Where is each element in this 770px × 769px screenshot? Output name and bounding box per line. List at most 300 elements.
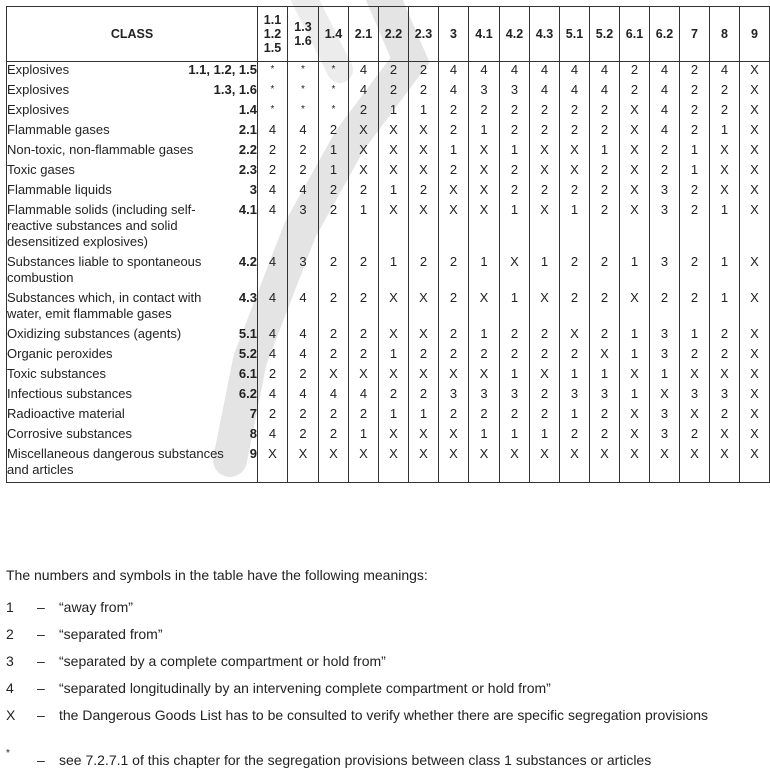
segregation-cell: X bbox=[349, 162, 379, 182]
segregation-cell: 4 bbox=[560, 82, 590, 102]
class-cell bbox=[7, 366, 258, 386]
segregation-cell: 2 bbox=[680, 102, 710, 122]
segregation-cell: 2 bbox=[530, 386, 560, 406]
segregation-cell: X bbox=[560, 142, 590, 162]
segregation-cell: 4 bbox=[349, 82, 379, 102]
segregation-cell: * bbox=[319, 82, 349, 102]
segregation-cell: 3 bbox=[650, 326, 680, 346]
class-code: 5.1 bbox=[238, 326, 257, 341]
segregation-cell: X bbox=[530, 366, 560, 386]
segregation-cell: 3 bbox=[590, 386, 620, 406]
segregation-cell: 2 bbox=[590, 182, 620, 202]
class-name: Explosives bbox=[7, 102, 70, 117]
segregation-cell: 2 bbox=[680, 182, 710, 202]
segregation-cell: X bbox=[740, 386, 770, 406]
table-row bbox=[7, 446, 770, 483]
segregation-cell: X bbox=[740, 162, 770, 182]
segregation-cell: 1 bbox=[349, 202, 379, 254]
table-row bbox=[7, 426, 770, 446]
segregation-cell: X bbox=[319, 366, 349, 386]
segregation-cell: 4 bbox=[288, 386, 319, 406]
segregation-cell: 3 bbox=[650, 182, 680, 202]
header-column: 1.1 1.2 1.5 bbox=[258, 7, 288, 62]
segregation-cell: X bbox=[590, 446, 620, 483]
segregation-cell: 4 bbox=[288, 290, 319, 326]
segregation-cell: 2 bbox=[500, 406, 530, 426]
class-name: Toxic substances bbox=[7, 366, 106, 381]
segregation-cell: 2 bbox=[439, 326, 469, 346]
legend-dash: – bbox=[37, 752, 45, 768]
table-row bbox=[7, 406, 770, 426]
class-cell bbox=[7, 202, 258, 254]
header-class: CLASS bbox=[7, 7, 258, 62]
segregation-cell: 2 bbox=[258, 142, 288, 162]
header-column: 3 bbox=[439, 7, 469, 62]
segregation-cell: 4 bbox=[258, 290, 288, 326]
table-row bbox=[7, 346, 770, 366]
segregation-cell: 1 bbox=[379, 254, 409, 290]
segregation-cell: 2 bbox=[560, 290, 590, 326]
segregation-cell: X bbox=[469, 182, 500, 202]
segregation-cell: 1 bbox=[710, 202, 740, 254]
segregation-cell: * bbox=[288, 102, 319, 122]
segregation-cell: X bbox=[740, 326, 770, 346]
header-column: 8 bbox=[710, 7, 740, 62]
header-column: 5.1 bbox=[560, 7, 590, 62]
segregation-cell: X bbox=[349, 446, 379, 483]
segregation-cell: 2 bbox=[439, 290, 469, 326]
segregation-cell: 2 bbox=[379, 386, 409, 406]
segregation-cell: 2 bbox=[319, 182, 349, 202]
segregation-cell: 1 bbox=[379, 346, 409, 366]
segregation-cell: 2 bbox=[319, 326, 349, 346]
legend-symbol: * bbox=[6, 748, 10, 759]
class-name: Substances liable to spontaneous combustion bbox=[7, 254, 202, 285]
segregation-cell: X bbox=[740, 82, 770, 102]
segregation-cell: 2 bbox=[409, 254, 439, 290]
segregation-cell: 1 bbox=[379, 406, 409, 426]
segregation-cell: 2 bbox=[469, 406, 500, 426]
segregation-cell: 4 bbox=[258, 254, 288, 290]
legend-dash: – bbox=[37, 680, 45, 696]
segregation-cell: X bbox=[680, 406, 710, 426]
header-column: 5.2 bbox=[590, 7, 620, 62]
segregation-cell: 2 bbox=[319, 346, 349, 366]
segregation-cell: 2 bbox=[650, 290, 680, 326]
segregation-cell: 2 bbox=[560, 182, 590, 202]
segregation-cell: X bbox=[439, 182, 469, 202]
segregation-cell: X bbox=[710, 162, 740, 182]
class-name: Explosives bbox=[7, 62, 70, 77]
segregation-cell: 2 bbox=[258, 366, 288, 386]
segregation-cell: X bbox=[620, 446, 650, 483]
segregation-cell: 2 bbox=[379, 82, 409, 102]
segregation-cell: X bbox=[409, 202, 439, 254]
segregation-cell: 1 bbox=[710, 290, 740, 326]
class-code: 9 bbox=[249, 446, 257, 461]
segregation-cell: 2 bbox=[409, 182, 439, 202]
segregation-cell: 4 bbox=[469, 62, 500, 83]
segregation-cell: * bbox=[319, 102, 349, 122]
segregation-cell: X bbox=[740, 182, 770, 202]
segregation-cell: X bbox=[620, 366, 650, 386]
segregation-cell: 2 bbox=[409, 346, 439, 366]
segregation-cell: 3 bbox=[288, 254, 319, 290]
segregation-cell: 2 bbox=[560, 254, 590, 290]
segregation-cell: 2 bbox=[530, 346, 560, 366]
segregation-cell: 2 bbox=[349, 326, 379, 346]
table-row bbox=[7, 202, 770, 254]
segregation-cell: 2 bbox=[349, 290, 379, 326]
segregation-cell: 2 bbox=[409, 82, 439, 102]
segregation-cell: * bbox=[319, 62, 349, 83]
segregation-cell: X bbox=[740, 290, 770, 326]
segregation-cell: * bbox=[258, 62, 288, 83]
class-name: Corrosive substances bbox=[7, 426, 132, 441]
segregation-cell: 4 bbox=[650, 82, 680, 102]
segregation-cell: 2 bbox=[258, 406, 288, 426]
segregation-cell: 1 bbox=[560, 202, 590, 254]
segregation-cell: X bbox=[740, 62, 770, 83]
segregation-cell: 4 bbox=[258, 386, 288, 406]
segregation-cell: 1 bbox=[620, 386, 650, 406]
segregation-cell: X bbox=[680, 446, 710, 483]
segregation-cell: 2 bbox=[590, 406, 620, 426]
segregation-cell: 2 bbox=[710, 82, 740, 102]
segregation-cell: X bbox=[349, 366, 379, 386]
segregation-cell: 2 bbox=[590, 202, 620, 254]
segregation-cell: 2 bbox=[500, 182, 530, 202]
segregation-cell: X bbox=[620, 202, 650, 254]
segregation-cell: 1 bbox=[620, 254, 650, 290]
segregation-cell: 1 bbox=[469, 426, 500, 446]
legend-dash: – bbox=[37, 707, 45, 723]
segregation-cell: 2 bbox=[258, 162, 288, 182]
segregation-cell: 2 bbox=[288, 162, 319, 182]
segregation-cell: 2 bbox=[439, 346, 469, 366]
segregation-cell: 2 bbox=[530, 182, 560, 202]
segregation-cell: 1 bbox=[680, 142, 710, 162]
segregation-cell: 1 bbox=[620, 326, 650, 346]
segregation-cell: X bbox=[500, 446, 530, 483]
class-name: Miscellaneous dangerous substances and articles bbox=[7, 446, 224, 477]
segregation-cell: 3 bbox=[288, 202, 319, 254]
class-name: Non-toxic, non-flammable gases bbox=[7, 142, 194, 157]
legend-intro: The numbers and symbols in the table have the following meanings: bbox=[6, 567, 428, 583]
segregation-cell: 2 bbox=[439, 162, 469, 182]
segregation-cell: 3 bbox=[650, 346, 680, 366]
segregation-cell: 1 bbox=[560, 366, 590, 386]
segregation-cell: X bbox=[469, 290, 500, 326]
segregation-cell: X bbox=[379, 426, 409, 446]
segregation-cell: X bbox=[620, 182, 650, 202]
segregation-cell: 4 bbox=[258, 202, 288, 254]
segregation-cell: 2 bbox=[590, 122, 620, 142]
segregation-cell: X bbox=[409, 142, 439, 162]
class-name: Flammable solids (including self-reactive substances and solid desensitized explosives) bbox=[7, 202, 196, 249]
segregation-cell: 1 bbox=[500, 366, 530, 386]
segregation-cell: X bbox=[379, 162, 409, 182]
segregation-cell: X bbox=[530, 290, 560, 326]
legend-symbol: 1 bbox=[6, 599, 14, 615]
segregation-cell: 2 bbox=[530, 102, 560, 122]
segregation-cell: 1 bbox=[439, 142, 469, 162]
header-column: 4.3 bbox=[530, 7, 560, 62]
segregation-cell: 3 bbox=[650, 426, 680, 446]
segregation-cell: * bbox=[288, 62, 319, 83]
segregation-cell: 2 bbox=[288, 366, 319, 386]
segregation-cell: 4 bbox=[319, 386, 349, 406]
segregation-cell: X bbox=[620, 406, 650, 426]
segregation-cell: 4 bbox=[590, 62, 620, 83]
segregation-cell: 2 bbox=[288, 406, 319, 426]
segregation-cell: X bbox=[500, 254, 530, 290]
segregation-cell: 2 bbox=[439, 406, 469, 426]
segregation-cell: 4 bbox=[288, 122, 319, 142]
segregation-cell: 1 bbox=[620, 346, 650, 366]
class-code: 8 bbox=[249, 426, 257, 441]
segregation-cell: 2 bbox=[319, 254, 349, 290]
segregation-cell: 2 bbox=[409, 386, 439, 406]
class-cell bbox=[7, 142, 258, 162]
segregation-cell: X bbox=[590, 346, 620, 366]
segregation-cell: 4 bbox=[530, 62, 560, 83]
segregation-cell: X bbox=[710, 446, 740, 483]
segregation-cell: 2 bbox=[500, 326, 530, 346]
segregation-cell: X bbox=[740, 202, 770, 254]
segregation-cell: 3 bbox=[500, 386, 530, 406]
segregation-cell: X bbox=[319, 446, 349, 483]
segregation-cell: X bbox=[258, 446, 288, 483]
segregation-cell: 1 bbox=[650, 366, 680, 386]
segregation-cell: X bbox=[469, 366, 500, 386]
segregation-cell: X bbox=[740, 366, 770, 386]
segregation-cell: 1 bbox=[710, 254, 740, 290]
segregation-cell: 2 bbox=[439, 102, 469, 122]
class-cell bbox=[7, 290, 258, 326]
class-cell bbox=[7, 82, 258, 102]
header-column: 1.3 1.6 bbox=[288, 7, 319, 62]
segregation-cell: X bbox=[680, 366, 710, 386]
segregation-cell: X bbox=[710, 142, 740, 162]
table-row bbox=[7, 326, 770, 346]
segregation-cell: 1 bbox=[500, 426, 530, 446]
class-cell bbox=[7, 162, 258, 182]
segregation-cell: 2 bbox=[319, 202, 349, 254]
header-column: 6.1 bbox=[620, 7, 650, 62]
segregation-cell: 2 bbox=[319, 406, 349, 426]
table-row bbox=[7, 62, 770, 83]
table-row bbox=[7, 142, 770, 162]
legend-text: the Dangerous Goods List has to be consulted to verify whether there are specific segregation provisions bbox=[59, 707, 709, 723]
segregation-cell: 1 bbox=[319, 142, 349, 162]
segregation-cell: 2 bbox=[349, 346, 379, 366]
segregation-cell: 2 bbox=[680, 290, 710, 326]
class-code: 7 bbox=[249, 406, 257, 421]
segregation-cell: 1 bbox=[500, 142, 530, 162]
segregation-cell: 3 bbox=[650, 406, 680, 426]
segregation-cell: 1 bbox=[680, 162, 710, 182]
segregation-cell: 4 bbox=[560, 62, 590, 83]
segregation-cell: 2 bbox=[288, 426, 319, 446]
segregation-cell: 1 bbox=[530, 254, 560, 290]
segregation-cell: 1 bbox=[530, 426, 560, 446]
segregation-cell: 2 bbox=[560, 122, 590, 142]
segregation-cell: 3 bbox=[469, 82, 500, 102]
segregation-cell: 4 bbox=[258, 426, 288, 446]
segregation-cell: 1 bbox=[379, 102, 409, 122]
class-name: Substances which, in contact with water, emit flammable gases bbox=[7, 290, 202, 321]
segregation-cell: X bbox=[740, 446, 770, 483]
segregation-cell: 2 bbox=[409, 62, 439, 83]
segregation-cell: 2 bbox=[349, 182, 379, 202]
segregation-cell: X bbox=[620, 426, 650, 446]
segregation-cell: X bbox=[469, 446, 500, 483]
segregation-cell: 1 bbox=[469, 122, 500, 142]
segregation-cell: 1 bbox=[590, 142, 620, 162]
segregation-cell: X bbox=[620, 102, 650, 122]
class-cell bbox=[7, 446, 258, 483]
class-code: 6.2 bbox=[238, 386, 257, 401]
legend-dash: – bbox=[37, 626, 45, 642]
segregation-cell: X bbox=[439, 426, 469, 446]
segregation-cell: X bbox=[379, 290, 409, 326]
segregation-table bbox=[6, 6, 770, 483]
segregation-cell: X bbox=[620, 142, 650, 162]
class-cell bbox=[7, 182, 258, 202]
header-column: 2.1 bbox=[349, 7, 379, 62]
segregation-cell: 2 bbox=[680, 254, 710, 290]
segregation-cell: 2 bbox=[620, 62, 650, 83]
class-name: Organic peroxides bbox=[7, 346, 113, 361]
segregation-cell: 2 bbox=[560, 346, 590, 366]
header-row bbox=[7, 7, 770, 62]
segregation-cell: 4 bbox=[258, 122, 288, 142]
class-code: 1.3, 1.6 bbox=[213, 82, 257, 97]
segregation-cell: 2 bbox=[590, 162, 620, 182]
segregation-cell: 2 bbox=[319, 122, 349, 142]
segregation-cell: 2 bbox=[530, 122, 560, 142]
segregation-cell: 1 bbox=[590, 366, 620, 386]
legend-text: “away from” bbox=[59, 599, 133, 615]
segregation-cell: 2 bbox=[349, 102, 379, 122]
table-row bbox=[7, 290, 770, 326]
segregation-cell: X bbox=[379, 142, 409, 162]
header-column: 2.2 bbox=[379, 7, 409, 62]
segregation-cell: 1 bbox=[500, 202, 530, 254]
segregation-cell: X bbox=[710, 426, 740, 446]
segregation-cell: 1 bbox=[409, 102, 439, 122]
segregation-cell: X bbox=[379, 202, 409, 254]
segregation-cell: X bbox=[740, 254, 770, 290]
segregation-cell: 1 bbox=[349, 426, 379, 446]
segregation-cell: 2 bbox=[680, 62, 710, 83]
segregation-cell: 2 bbox=[530, 406, 560, 426]
segregation-cell: * bbox=[258, 82, 288, 102]
segregation-cell: X bbox=[349, 142, 379, 162]
class-cell bbox=[7, 426, 258, 446]
segregation-cell: 4 bbox=[500, 62, 530, 83]
segregation-cell: 2 bbox=[288, 142, 319, 162]
table-row bbox=[7, 102, 770, 122]
segregation-cell: X bbox=[620, 122, 650, 142]
segregation-cell: X bbox=[439, 202, 469, 254]
segregation-cell: 1 bbox=[710, 122, 740, 142]
segregation-cell: 1 bbox=[409, 406, 439, 426]
segregation-cell: 2 bbox=[439, 254, 469, 290]
segregation-cell: 4 bbox=[590, 82, 620, 102]
header-column: 9 bbox=[740, 7, 770, 62]
segregation-cell: 4 bbox=[710, 62, 740, 83]
segregation-cell: 2 bbox=[680, 122, 710, 142]
class-cell bbox=[7, 122, 258, 142]
segregation-cell: X bbox=[740, 406, 770, 426]
segregation-cell: 4 bbox=[349, 386, 379, 406]
legend-symbol: X bbox=[6, 707, 16, 723]
class-code: 4.3 bbox=[238, 290, 257, 305]
header-column: 2.3 bbox=[409, 7, 439, 62]
header-column: 7 bbox=[680, 7, 710, 62]
header-column: 6.2 bbox=[650, 7, 680, 62]
segregation-cell: 2 bbox=[530, 326, 560, 346]
segregation-cell: 4 bbox=[288, 326, 319, 346]
legend-symbol: 4 bbox=[6, 680, 14, 696]
class-code: 5.2 bbox=[238, 346, 257, 361]
class-name: Explosives bbox=[7, 82, 70, 97]
segregation-cell: X bbox=[379, 446, 409, 483]
segregation-cell: 2 bbox=[500, 102, 530, 122]
segregation-cell: X bbox=[560, 326, 590, 346]
segregation-cell: X bbox=[740, 122, 770, 142]
segregation-cell: 2 bbox=[560, 426, 590, 446]
segregation-cell: 2 bbox=[650, 162, 680, 182]
segregation-cell: 2 bbox=[590, 254, 620, 290]
segregation-cell: 2 bbox=[319, 426, 349, 446]
segregation-cell: 2 bbox=[680, 202, 710, 254]
segregation-cell: 4 bbox=[439, 82, 469, 102]
segregation-cell: X bbox=[530, 162, 560, 182]
table-row bbox=[7, 366, 770, 386]
segregation-cell: X bbox=[379, 326, 409, 346]
class-code: 1.1, 1.2, 1.5 bbox=[188, 62, 257, 77]
class-cell bbox=[7, 406, 258, 426]
class-code: 1.4 bbox=[238, 102, 257, 117]
segregation-cell: X bbox=[409, 162, 439, 182]
legend-dash: – bbox=[37, 599, 45, 615]
segregation-cell: 2 bbox=[710, 406, 740, 426]
segregation-cell: 3 bbox=[650, 254, 680, 290]
segregation-cell: * bbox=[288, 82, 319, 102]
class-name: Infectious substances bbox=[7, 386, 133, 401]
segregation-cell: 1 bbox=[469, 254, 500, 290]
segregation-cell: 4 bbox=[650, 62, 680, 83]
segregation-cell: 2 bbox=[590, 326, 620, 346]
segregation-cell: 3 bbox=[650, 202, 680, 254]
segregation-cell: 1 bbox=[680, 326, 710, 346]
segregation-cell: 3 bbox=[710, 386, 740, 406]
segregation-cell: X bbox=[650, 446, 680, 483]
segregation-cell: X bbox=[409, 366, 439, 386]
segregation-cell: X bbox=[560, 446, 590, 483]
segregation-cell: X bbox=[409, 290, 439, 326]
class-cell bbox=[7, 62, 258, 83]
segregation-cell: X bbox=[740, 102, 770, 122]
segregation-cell: 4 bbox=[288, 182, 319, 202]
legend-dash: – bbox=[37, 653, 45, 669]
segregation-cell: 4 bbox=[258, 346, 288, 366]
segregation-cell: 3 bbox=[469, 386, 500, 406]
class-name: Flammable gases bbox=[7, 122, 110, 137]
